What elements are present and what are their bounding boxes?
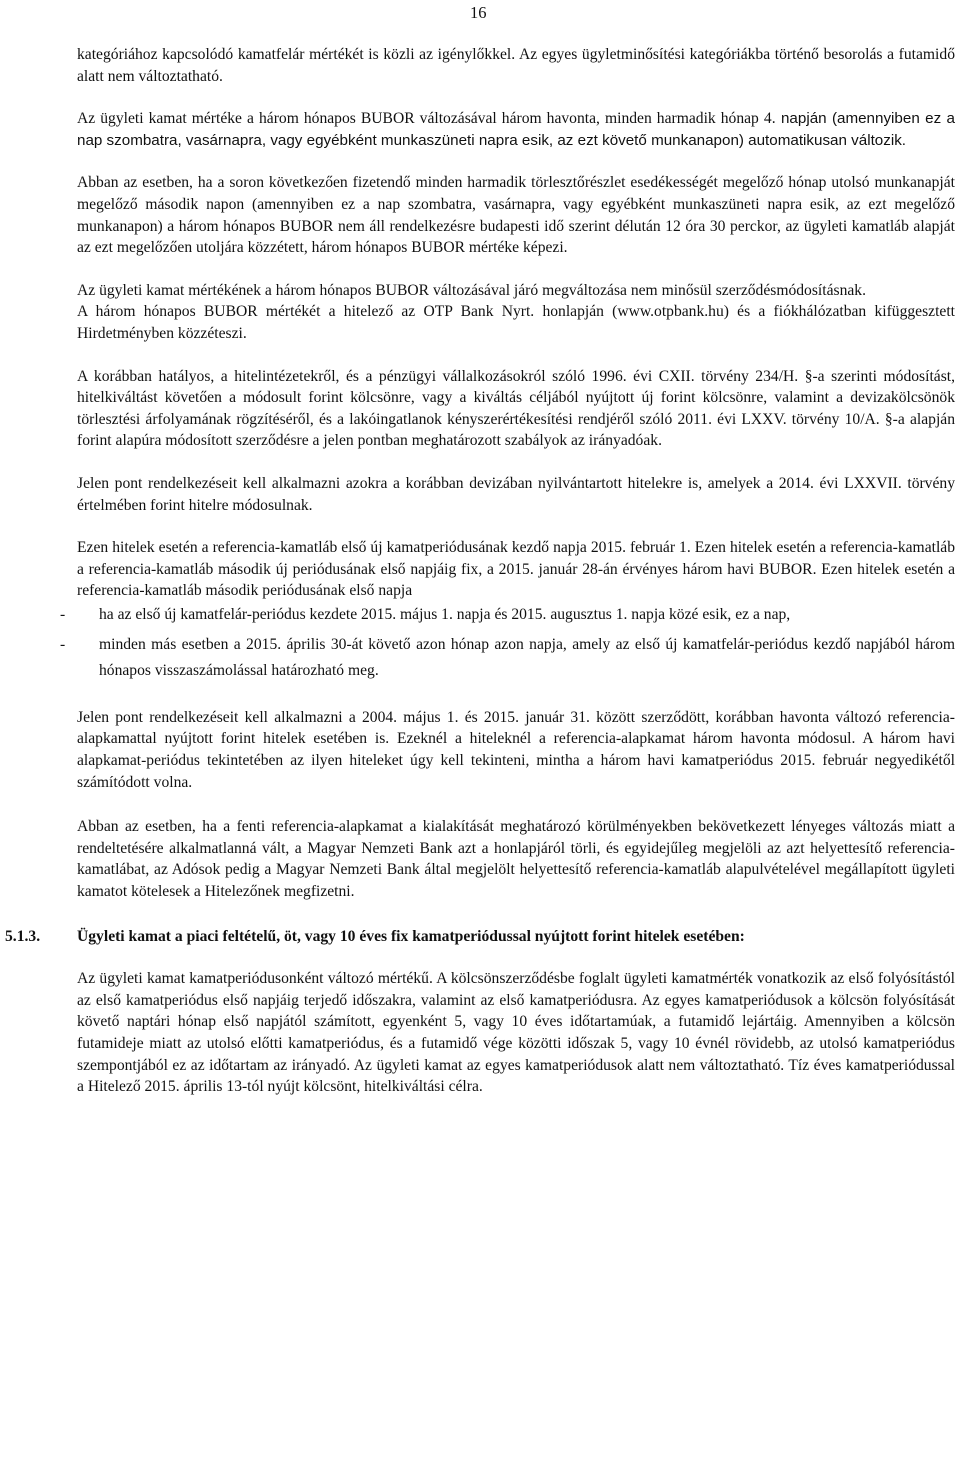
list-item-text: minden más esetben a 2015. április 30-át követő azon hónap azon napja, amely az első új kamatfelár-periódus kezdő napjából három hónapos visszaszámolással határozható meg.	[99, 635, 955, 679]
paragraph-applicability-2004-2015: Jelen pont rendelkezéseit kell alkalmazni a 2004. május 1. és 2015. január 31. között szerződött, korábban havonta változó referencia-alapkamattal nyújtott forint hitelek esetében is. Ezeknél a hiteleknél a referencia-alapkamat három havonta módosul. A három havi alapkamat-periódus tekintetében az ilyen hiteleket úgy kell tekinteni, mintha a három havi kamatperiódus 2015. február negyedikétől számítódott volna.	[77, 708, 955, 791]
paragraph-bubor-unavailable: Abban az esetben, ha a soron következően fizetendő minden harmadik törlesztőrészlet esedékességét megelőző hónap utolsó munkanapját megelőző második napon (amennyiben ez a nap szombatra, vasárnapra, vagy egyébként munkaszüneti napra esik, az ezt megelőző munkanapon) a három hónapos BUBOR nem áll rendelkezésre budapesti idő szerint délután 12 óra 30 perckor, az ügyleti kamatláb alapját az ezt megelőzően utoljára közzétett, három hónapos BUBOR mértéke képezi.	[77, 174, 955, 257]
page-number: 16	[470, 3, 487, 22]
paragraph-bubor-change-start: Az ügyleti kamat mértéke a három hónapos BUBOR változásával három havonta, minden harmadik hónap 4.	[77, 110, 776, 128]
list-dash: -	[60, 605, 66, 623]
paragraph-reference-rate-periods: Ezen hitelek esetén a referencia-kamatláb első új kamatperiódusának kezdő napja 2015. február 1. Ezen hitelek esetén a referencia-kamatláb a referencia-kamatláb második új periódusának első napjáig fix, a 2015. január 28-án érvényes három havi BUBOR. Ezen hitelek esetén a referencia-kamatláb második periódusának első napja	[77, 539, 955, 600]
list-dash: -	[60, 635, 66, 653]
paragraph-legal-basis: A korábban hatályos, a hitelintézetekről, és a pénzügyi vállalkozásokról szóló 1996. évi CXII. törvény 234/H. §-a szerinti módosítást, hitelkiváltást követően a módosult forint kölcsönre, vagy a kiváltás céljából nyújtott új forint kölcsönre, valamint a devizakölcsönök törlesztési árfolyamának rögzítéséről, és a lakóingatlanok kényszerértékesítési rendjéről szóló 2011. évi LXXV. törvény 10/A. §-a alapján forint alapúra módosított szerződésre a jelen pontban meghatározott szabályok az irányadóak.	[77, 367, 955, 450]
section-number: 5.1.3.	[5, 927, 41, 945]
list-item-text: ha az első új kamatfelár-periódus kezdete 2015. május 1. napja és 2015. augusztus 1. napja közé esik, ez a nap,	[99, 605, 791, 623]
section-title: Ügyleti kamat a piaci feltételű, öt, vagy 10 éves fix kamatperiódussal nyújtott forint hitelek esetében:	[77, 927, 745, 945]
paragraph-bubor-change-rest: napján (amennyiben ez a nap szombatra, vasárnapra, vagy egyébként munkaszüneti napra esik, az ezt követő munkanapon) automatikusan változik.	[77, 110, 955, 149]
paragraph-not-contract-modification: Az ügyleti kamat mértékének a három hónapos BUBOR változásával járó megváltozása nem minősül szerződésmódosításnak.	[77, 281, 866, 299]
document-body	[5, 44, 955, 1098]
paragraph-bubor-change	[77, 108, 955, 151]
paragraph-fixed-interest-periods: Az ügyleti kamat kamatperiódusonként változó mértékű. A kölcsönszerződésbe foglalt ügyleti kamatmérték vonatkozik az első folyósítástól az első kamatperiódus első napjáig terjedő időszakra, valamint az első kamatperiódusra. Az egyes kamatperiódusok a kölcsön folyósítását követő naptári hónap első napjától számított, egyenként 5, vagy 10 éves időtartamúak, a futamidő lejártáig. Amennyiben a kölcsön futamideje miatt az utolsó előtti kamatperiódus, és a futamidő vége közötti időszak 5, vagy 10 évnél rövidebb, az utolsó kamatperiódus szempontjából ez az időtartam az irányadó. Az ügyleti kamat az egyes kamatperiódusok alatt nem változtatható. Tíz éves kamatperiódussal a Hitelező 2015. április 13-tól nyújt kölcsönt, hitelkiváltási célra.	[77, 970, 955, 1096]
list-item	[60, 632, 955, 684]
paragraph-mnb-replacement-rate: Abban az esetben, ha a fenti referencia-alapkamat a kialakítását meghatározó körülményekben bekövetkezett lényeges változás miatt a rendeltetésére alkalmatlanná vált, a Magyar Nemzeti Bank azt a honlapjáról törli, és egyidejűleg megjelöli az azt helyettesítő referencia-kamatlábat, az Adósok pedig a Magyar Nemzeti Bank által megjelölt helyettesítő referencia-kamatláb alapulvételével megállapított ügyleti kamatot kötelesek a Hitelezőnek megfizetni.	[77, 818, 955, 901]
paragraph-foreign-currency-loans: Jelen pont rendelkezéseit kell alkalmazni azokra a korábban devizában nyilvántartott hitelekre is, amelyek a 2014. évi LXXVII. törvény értelmében forint hitelre módosulnak.	[77, 474, 955, 514]
section-heading	[5, 926, 955, 948]
reference-period-list	[60, 602, 955, 684]
paragraph-bubor-publication: A három hónapos BUBOR mértékét a hitelező az OTP Bank Nyrt. honlapján (www.otpbank.hu) és a fiókhálózatban kifüggesztett Hirdetményben közzéteszi.	[77, 303, 955, 342]
list-item	[60, 602, 955, 628]
paragraph-category-surcharge: kategóriához kapcsolódó kamatfelár mértékét is közli az igénylőkkel. Az egyes ügyletminősítési kategóriákba történő besorolás a futamidő alatt nem változtatható.	[77, 46, 955, 85]
